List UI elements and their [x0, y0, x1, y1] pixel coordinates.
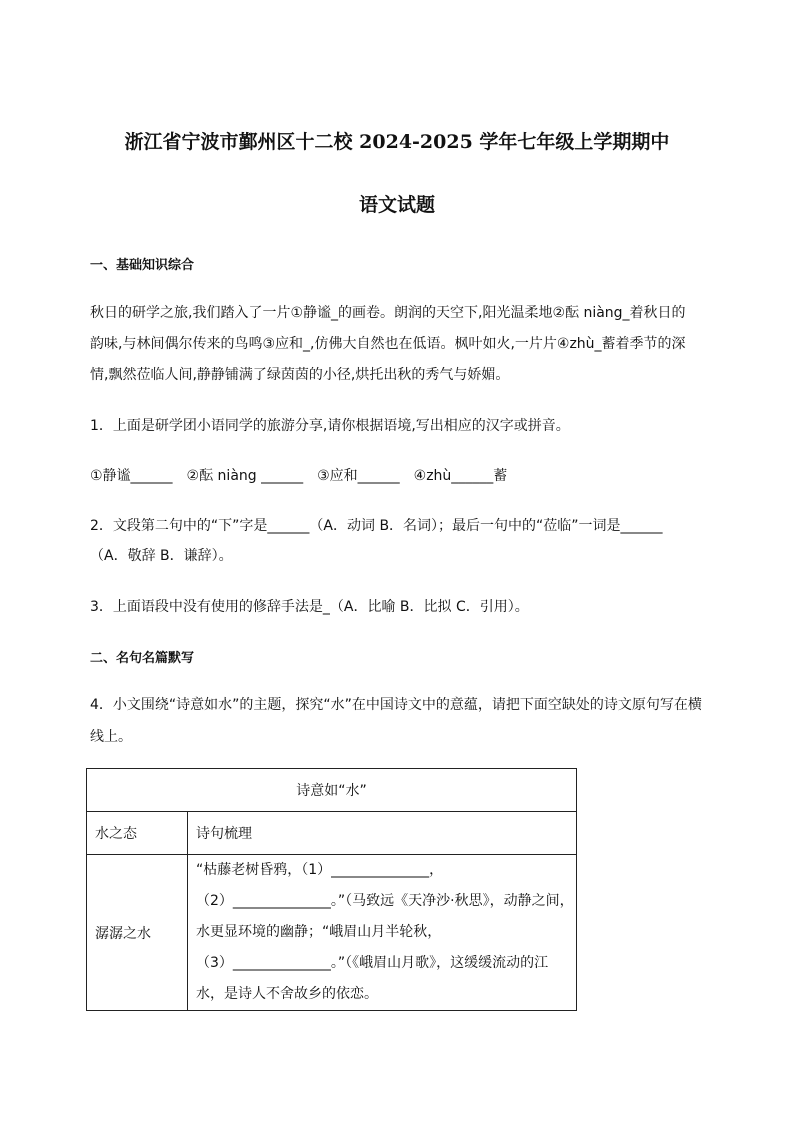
poem-table: [86, 768, 577, 1011]
question-2-line-1: 2．文段第二句中的“下”字是______（A．动词 B．名词）；最后一句中的“莅临”一词是______: [90, 518, 663, 534]
verse-line-3: 水更显环境的幽静；“峨眉山月半轮秋，: [196, 924, 442, 940]
page-subtitle: 语文试题: [358, 194, 435, 216]
question-1: 1．上面是研学团小语同学的旅游分享,请你根据语境,写出相应的汉字或拼音。: [90, 418, 570, 434]
verse-line-2: （2）______________。”（马致远《天净沙·秋思》，动静之间，: [196, 893, 574, 909]
column-label-verses: 诗句梳理: [188, 812, 577, 855]
section-heading-recitation: 二、名句名篇默写: [90, 651, 195, 666]
question-2-line-2: （A．敬辞 B．谦辞）。: [90, 548, 233, 564]
page-title: 浙江省宁波市鄞州区十二校 2024-2025 学年七年级上学期期中: [124, 131, 670, 153]
question-4-line-1: 4．小文围绕“诗意如水”的主题，探究“水”在中国诗文中的意蕴，请把下面空缺处的诗文原句写在横: [90, 697, 702, 713]
column-label-state: 水之态: [87, 812, 188, 855]
passage-line-2: 韵味,与林间偶尔传来的鸟鸣③应和_,仿佛大自然也在低语。枫叶如火,一片片④zhù_蓄着季节的深: [90, 336, 686, 352]
verse-line-4: （3）______________。”（《峨眉山月歌》，这缓缓流动的江: [196, 955, 549, 971]
verse-line-1: “枯藤老树昏鸦，（1）______________，: [196, 862, 444, 878]
question-4-line-2: 线上。: [90, 729, 132, 745]
verse-cell: [188, 855, 577, 1011]
question-3: 3．上面语段中没有使用的修辞手法是_（A．比喻 B．比拟 C．引用）。: [90, 599, 529, 615]
table-row: [87, 812, 577, 855]
section-heading-basic: 一、基础知识综合: [90, 258, 195, 273]
table-header: 诗意如“水”: [87, 769, 577, 812]
row-label: 潺潺之水: [87, 855, 188, 1011]
passage-line-3: 情,飘然莅临人间,静静铺满了绿茵茵的小径,烘托出秋的秀气与娇媚。: [90, 367, 510, 383]
table-row: [87, 855, 577, 1011]
question-1-answers: ①静谧______ ②酝 niàng ______ ③应和______ ④zhù______蓄: [90, 468, 508, 484]
verse-line-5: 水，是诗人不舍故乡的依恋。: [196, 986, 378, 1002]
passage-line-1: 秋日的研学之旅,我们踏入了一片①静谧_的画卷。朗润的天空下,阳光温柔地②酝 niàng_着秋日的: [90, 305, 686, 321]
